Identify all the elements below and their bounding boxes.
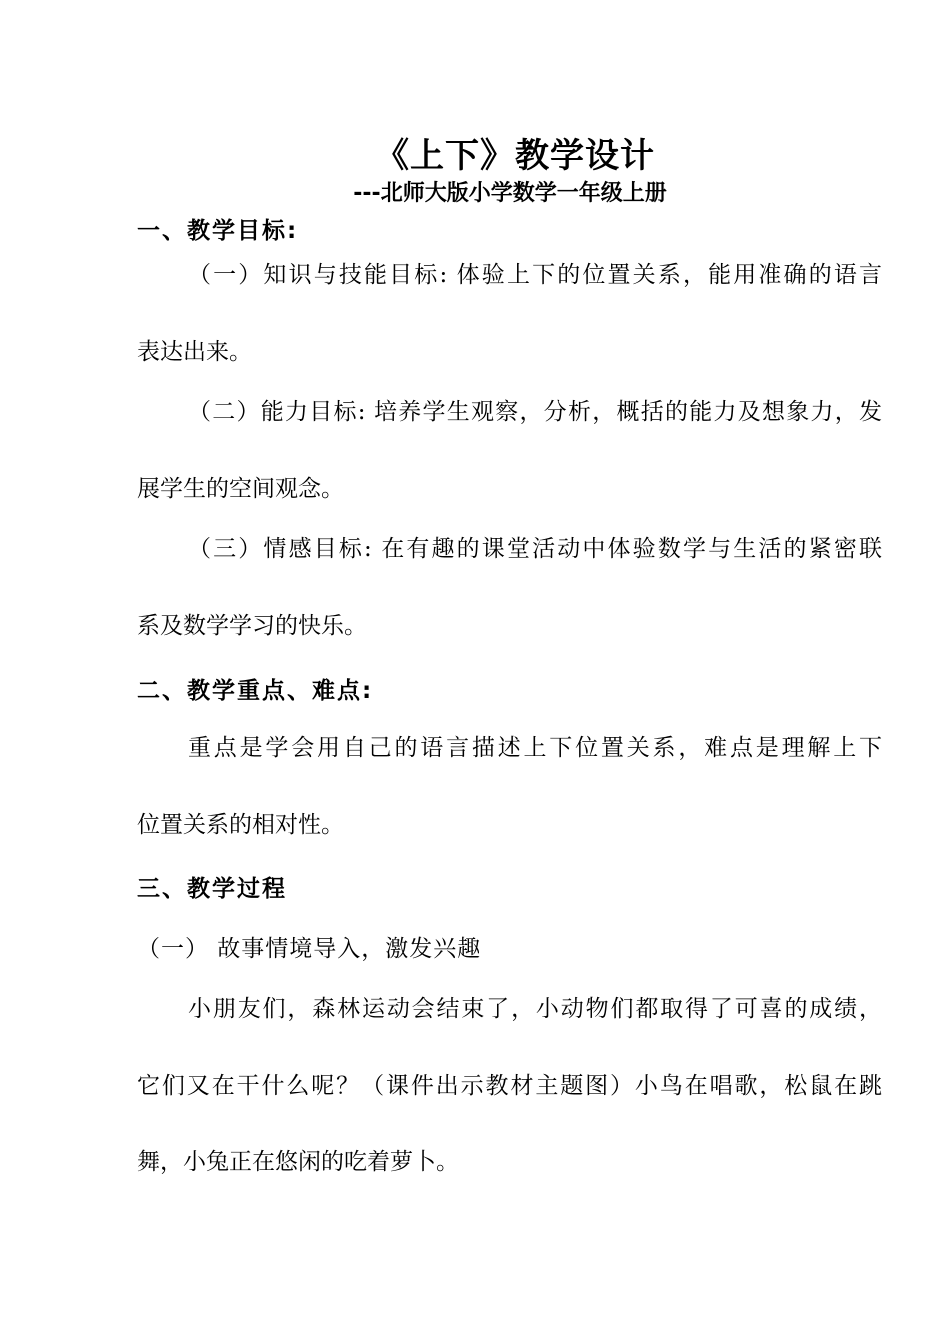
process-subheading-1: （一） 故事情境导入，激发兴趣 — [137, 936, 482, 962]
process-paragraph-line-3: 舞，小兔正在悠闲的吃着萝卜。 — [137, 1149, 459, 1175]
document-title: 《上下》教学设计 — [375, 136, 655, 176]
section-heading-process: 三、教学过程 — [137, 876, 287, 902]
goal-1-line-2: 表达出来。 — [137, 339, 252, 365]
process-paragraph-line-2: 它们又在干什么呢？（课件出示教材主题图）小鸟在唱歌，松鼠在跳 — [137, 1073, 882, 1099]
goal-2-line-2: 展学生的空间观念。 — [137, 476, 344, 502]
goal-2-line-1: （二）能力目标: 培养学生观察，分析，概括的能力及想象力，发 — [188, 399, 882, 425]
goal-1-line-1: （一）知识与技能目标: 体验上下的位置关系，能用准确的语言 — [188, 262, 882, 288]
section-heading-key-points: 二、教学重点、难点: — [137, 678, 374, 704]
goal-3-line-2: 系及数学学习的快乐。 — [137, 613, 367, 639]
section-heading-goals: 一、教学目标: — [137, 218, 299, 244]
goal-3-line-1: （三）情感目标: 在有趣的课堂活动中体验数学与生活的紧密联 — [188, 536, 882, 562]
process-paragraph-line-1: 小朋友们，森林运动会结束了，小动物们都取得了可喜的成绩， — [188, 996, 882, 1022]
key-points-line-1: 重点是学会用自己的语言描述上下位置关系，难点是理解上下 — [188, 735, 882, 761]
key-points-line-2: 位置关系的相对性。 — [137, 812, 344, 838]
document-subtitle: ---北师大版小学数学一年级上册 — [353, 181, 667, 206]
